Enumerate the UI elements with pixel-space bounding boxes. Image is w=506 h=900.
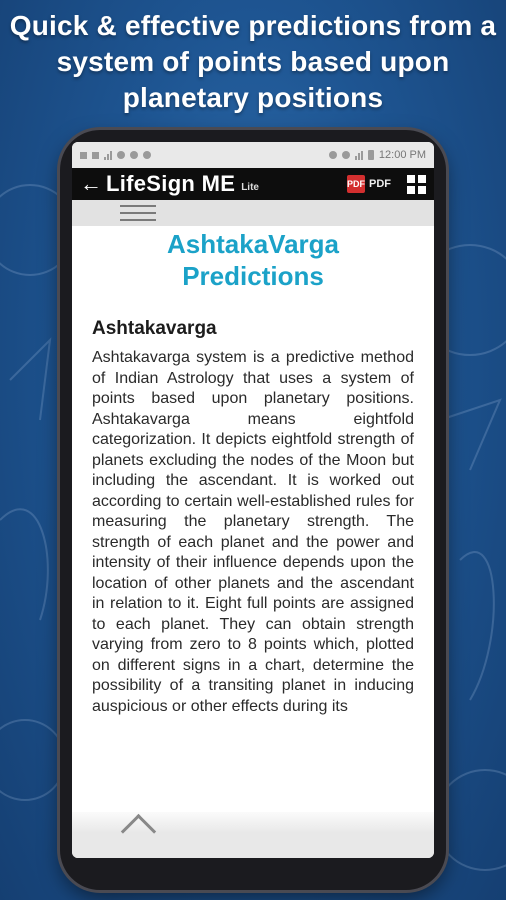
- back-arrow-icon[interactable]: ←: [80, 171, 102, 196]
- page-title-line-1: AshtakaVarga: [167, 229, 339, 259]
- wifi-icon: [355, 151, 363, 160]
- content-area: [72, 228, 434, 717]
- headline-line-3: planetary positions: [122, 82, 384, 113]
- phone-frame: [60, 130, 446, 890]
- chevron-up-icon[interactable]: [121, 814, 156, 849]
- settings-icon: [143, 151, 151, 159]
- phone-screen: [72, 142, 434, 858]
- status-bar: [72, 142, 434, 168]
- bottom-bar: [72, 812, 434, 858]
- edition-badge: Lite: [241, 181, 259, 193]
- page-title: [92, 228, 414, 292]
- bluetooth-icon: [342, 151, 350, 159]
- chrome-icon: [130, 151, 138, 159]
- alarm-icon: [329, 151, 337, 159]
- page-title-line-2: Predictions: [182, 261, 324, 291]
- pdf-label: PDF: [369, 178, 391, 190]
- battery-icon: [368, 150, 374, 160]
- app-title: LifeSign ME: [106, 171, 236, 196]
- hamburger-icon[interactable]: [120, 205, 156, 226]
- notification-icon: [80, 152, 87, 159]
- section-title: Ashtakavarga: [92, 318, 217, 339]
- notification-icon: [92, 152, 99, 159]
- signal-icon: [104, 151, 112, 160]
- promo-headline: [0, 8, 506, 116]
- headline-line-2: system of points based upon: [56, 46, 450, 77]
- headline-line-1: Quick & effective predictions from a: [9, 10, 497, 41]
- sync-icon: [117, 151, 125, 159]
- status-time: 12:00 PM: [378, 149, 426, 161]
- menu-bar: [72, 200, 434, 226]
- pdf-button[interactable]: [347, 175, 391, 193]
- grid-icon[interactable]: [407, 175, 426, 194]
- app-bar: [72, 168, 434, 200]
- status-left-icons: [80, 151, 151, 160]
- body-paragraph: Ashtakavarga system is a predictive method of Indian Astrology that uses a system of points based upon planetary positions. Ashtakavarga means eightfold categorization. It depicts eightfold strength of planets excluding the nodes of the Moon but including the ascendant. It is worked out according to certain well-established rules for measuring the planetary strength. The strength of each planet and the power and intensity of their influence depends upon the location of other planets and the ascendant in relation to it. Eight full points are assigned to each planet. They can obtain strength varying from zero to 8 points which, plotted on different signs in a chart, determine the possibility of a transiting planet in inducing auspicious or other effects during its: [92, 349, 414, 715]
- pdf-icon: PDF: [347, 175, 365, 193]
- status-right-icons: [329, 149, 426, 161]
